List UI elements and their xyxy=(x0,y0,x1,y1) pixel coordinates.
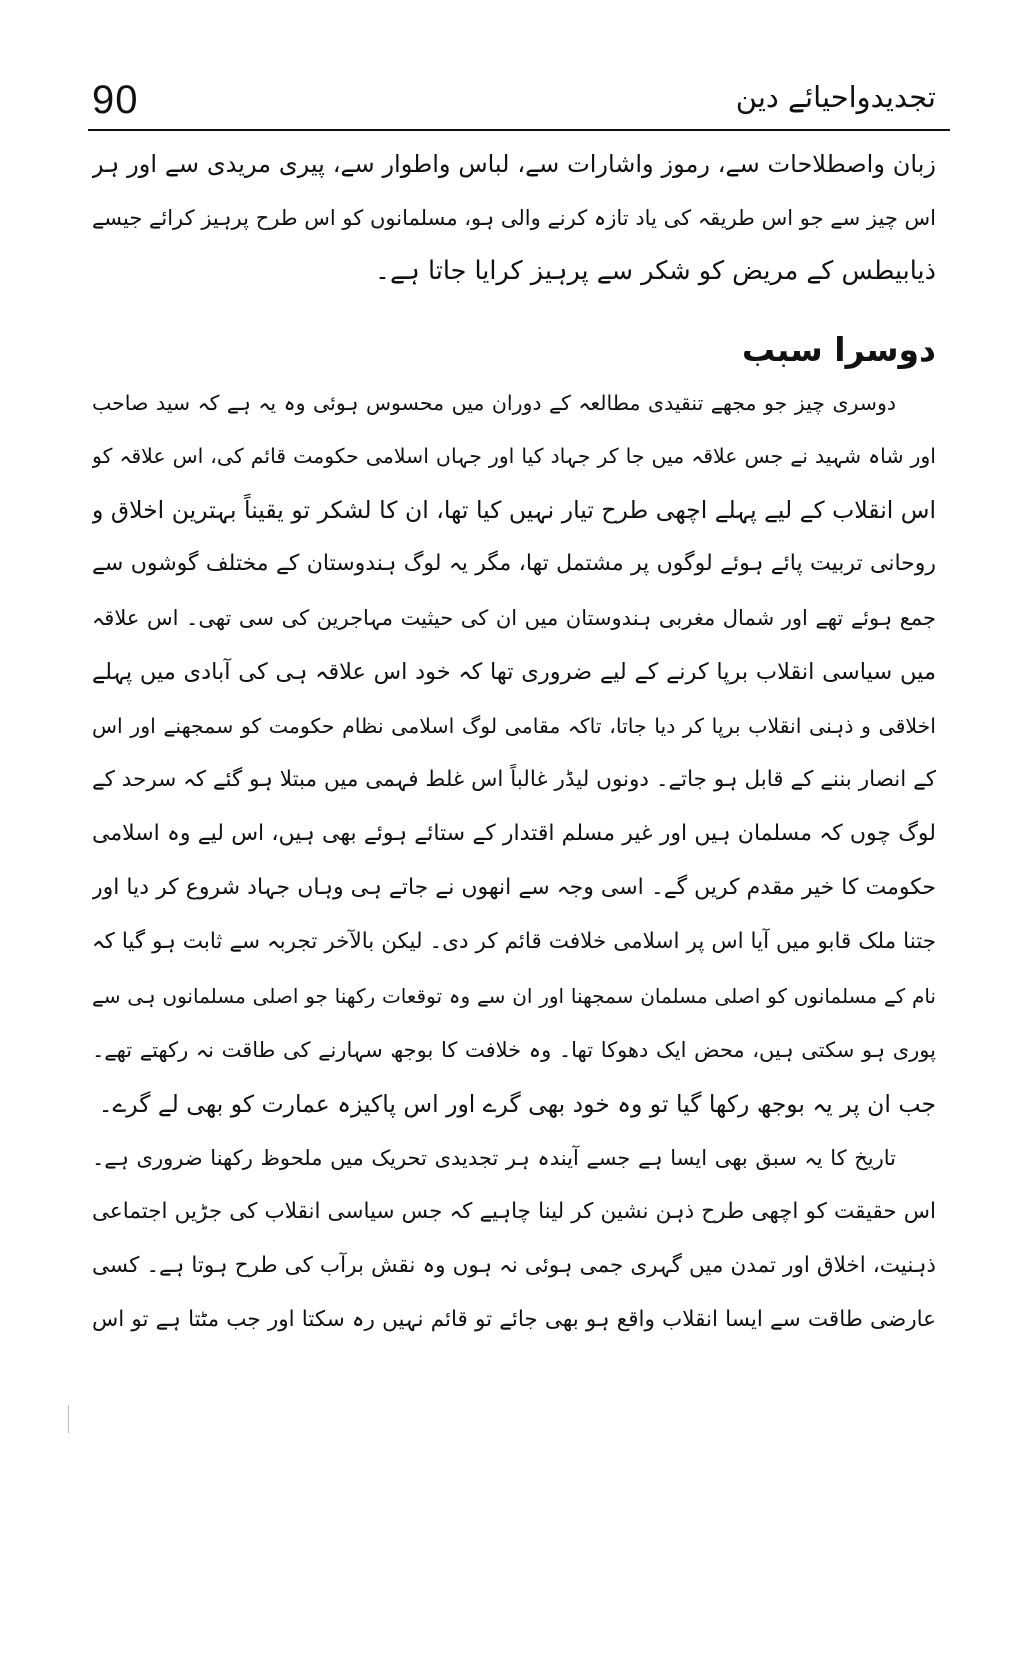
paragraph-2-line-10: حکومت کا خیر مقدم کریں گے۔ اسی وجہ سے انھوں نے جاتے ہی وہاں جہاد شروع کر دیا اور xyxy=(92,875,936,900)
paragraph-2-line-4: روحانی تربیت پائے ہوئے لوگوں پر مشتمل تھا، مگر یہ لوگ ہندوستان کے مختلف گوشوں سے xyxy=(92,551,936,576)
paragraph-2-line-2: اور شاہ شہید نے جس علاقہ میں جا کر جہاد کیا اور جہاں اسلامی حکومت قائم کی، اس علاقہ کو xyxy=(92,444,936,468)
paragraph-2-line-14: جب ان پر یہ بوجھ رکھا گیا تو وہ خود بھی گرے اور اس پاکیزہ عمارت کو بھی لے گرے۔ xyxy=(98,1090,936,1118)
margin-mark xyxy=(68,1405,69,1433)
running-title: تجدیدواحیائے دین xyxy=(735,80,936,114)
paragraph-2-line-13: پوری ہو سکتی ہیں، محض ایک دھوکا تھا۔ وہ خلافت کا بوجھ سہارنے کی طاقت نہ رکھتے تھے۔ xyxy=(92,1038,936,1062)
paragraph-2-line-11: جتنا ملک قابو میں آیا اس پر اسلامی خلافت قائم کر دی۔ لیکن بالآخر تجربہ سے ثابت ہو گیا کہ xyxy=(92,929,936,954)
paragraph-2-line-7: اخلاقی و ذہنی انقلاب برپا کر دیا جاتا، تاکہ مقامی لوگ اسلامی نظام حکومت کو سمجھنے اور اس xyxy=(92,714,936,738)
paragraph-3-line-3: ذہنیت، اخلاق اور تمدن میں گہری جمی ہوئی نہ ہوں وہ نقش برآب کی طرح ہوتا ہے۔ کسی xyxy=(92,1253,936,1278)
paragraph-1-line-3: ذیابیطس کے مریض کو شکر سے پرہیز کرایا جاتا ہے۔ xyxy=(375,256,936,286)
paragraph-2-line-3: اس انقلاب کے لیے پہلے اچھی طرح تیار نہیں کیا تھا، ان کا لشکر تو یقیناً بہترین اخلاق و xyxy=(92,496,936,524)
paragraph-1-line-1: زبان واصطلاحات سے، رموز واشارات سے، لباس واطوار سے، پیری مریدی سے اور ہر xyxy=(92,150,936,178)
section-heading: دوسرا سبب xyxy=(741,330,936,369)
paragraph-3-line-4: عارضی طاقت سے ایسا انقلاب واقع ہو بھی جائے تو قائم نہیں رہ سکتا اور جب مٹتا ہے تو اس xyxy=(92,1307,936,1332)
paragraph-2-line-12: نام کے مسلمانوں کو اصلی مسلمان سمجھنا اور ان سے وہ توقعات رکھنا جو اصلی مسلمانوں ہی سے xyxy=(92,984,936,1008)
paragraph-2-line-8: کے انصار بننے کے قابل ہو جاتے۔ دونوں لیڈر غالباً اس غلط فہمی میں مبتلا ہو گئے کہ سرحد کے xyxy=(92,767,936,792)
paragraph-3-line-2: اس حقیقت کو اچھی طرح ذہن نشین کر لینا چاہیے کہ جس سیاسی انقلاب کی جڑیں اجتماعی xyxy=(92,1199,936,1224)
paragraph-2-line-1: دوسری چیز جو مجھے تنقیدی مطالعہ کے دوران میں محسوس ہوئی وہ یہ ہے کہ سید صاحب xyxy=(92,391,896,415)
paragraph-2-line-6: میں سیاسی انقلاب برپا کرنے کے لیے ضروری تھا کہ خود اس علاقہ ہی کی آبادی میں پہلے xyxy=(92,659,936,685)
paragraph-2-line-9: لوگ چوں کہ مسلمان ہیں اور غیر مسلم اقتدار کے ستائے ہوئے بھی ہیں، اس لیے وہ اسلامی xyxy=(92,821,936,846)
paragraph-1-line-2: اس چیز سے جو اس طریقہ کی یاد تازہ کرنے والی ہو، مسلمانوں کو اس طرح پرہیز کرائے جیسے xyxy=(92,206,936,230)
paragraph-2-line-5: جمع ہوئے تھے اور شمال مغربی ہندوستان میں ان کی حیثیت مہاجرین کی سی تھی۔ اس علاقہ xyxy=(92,606,936,630)
page-body xyxy=(92,0,936,1661)
page-number: 90 xyxy=(92,78,139,122)
paragraph-3-line-1: تاریخ کا یہ سبق بھی ایسا ہے جسے آیندہ ہر تجدیدی تحریک میں ملحوظ رکھنا ضروری ہے۔ xyxy=(92,1146,896,1170)
